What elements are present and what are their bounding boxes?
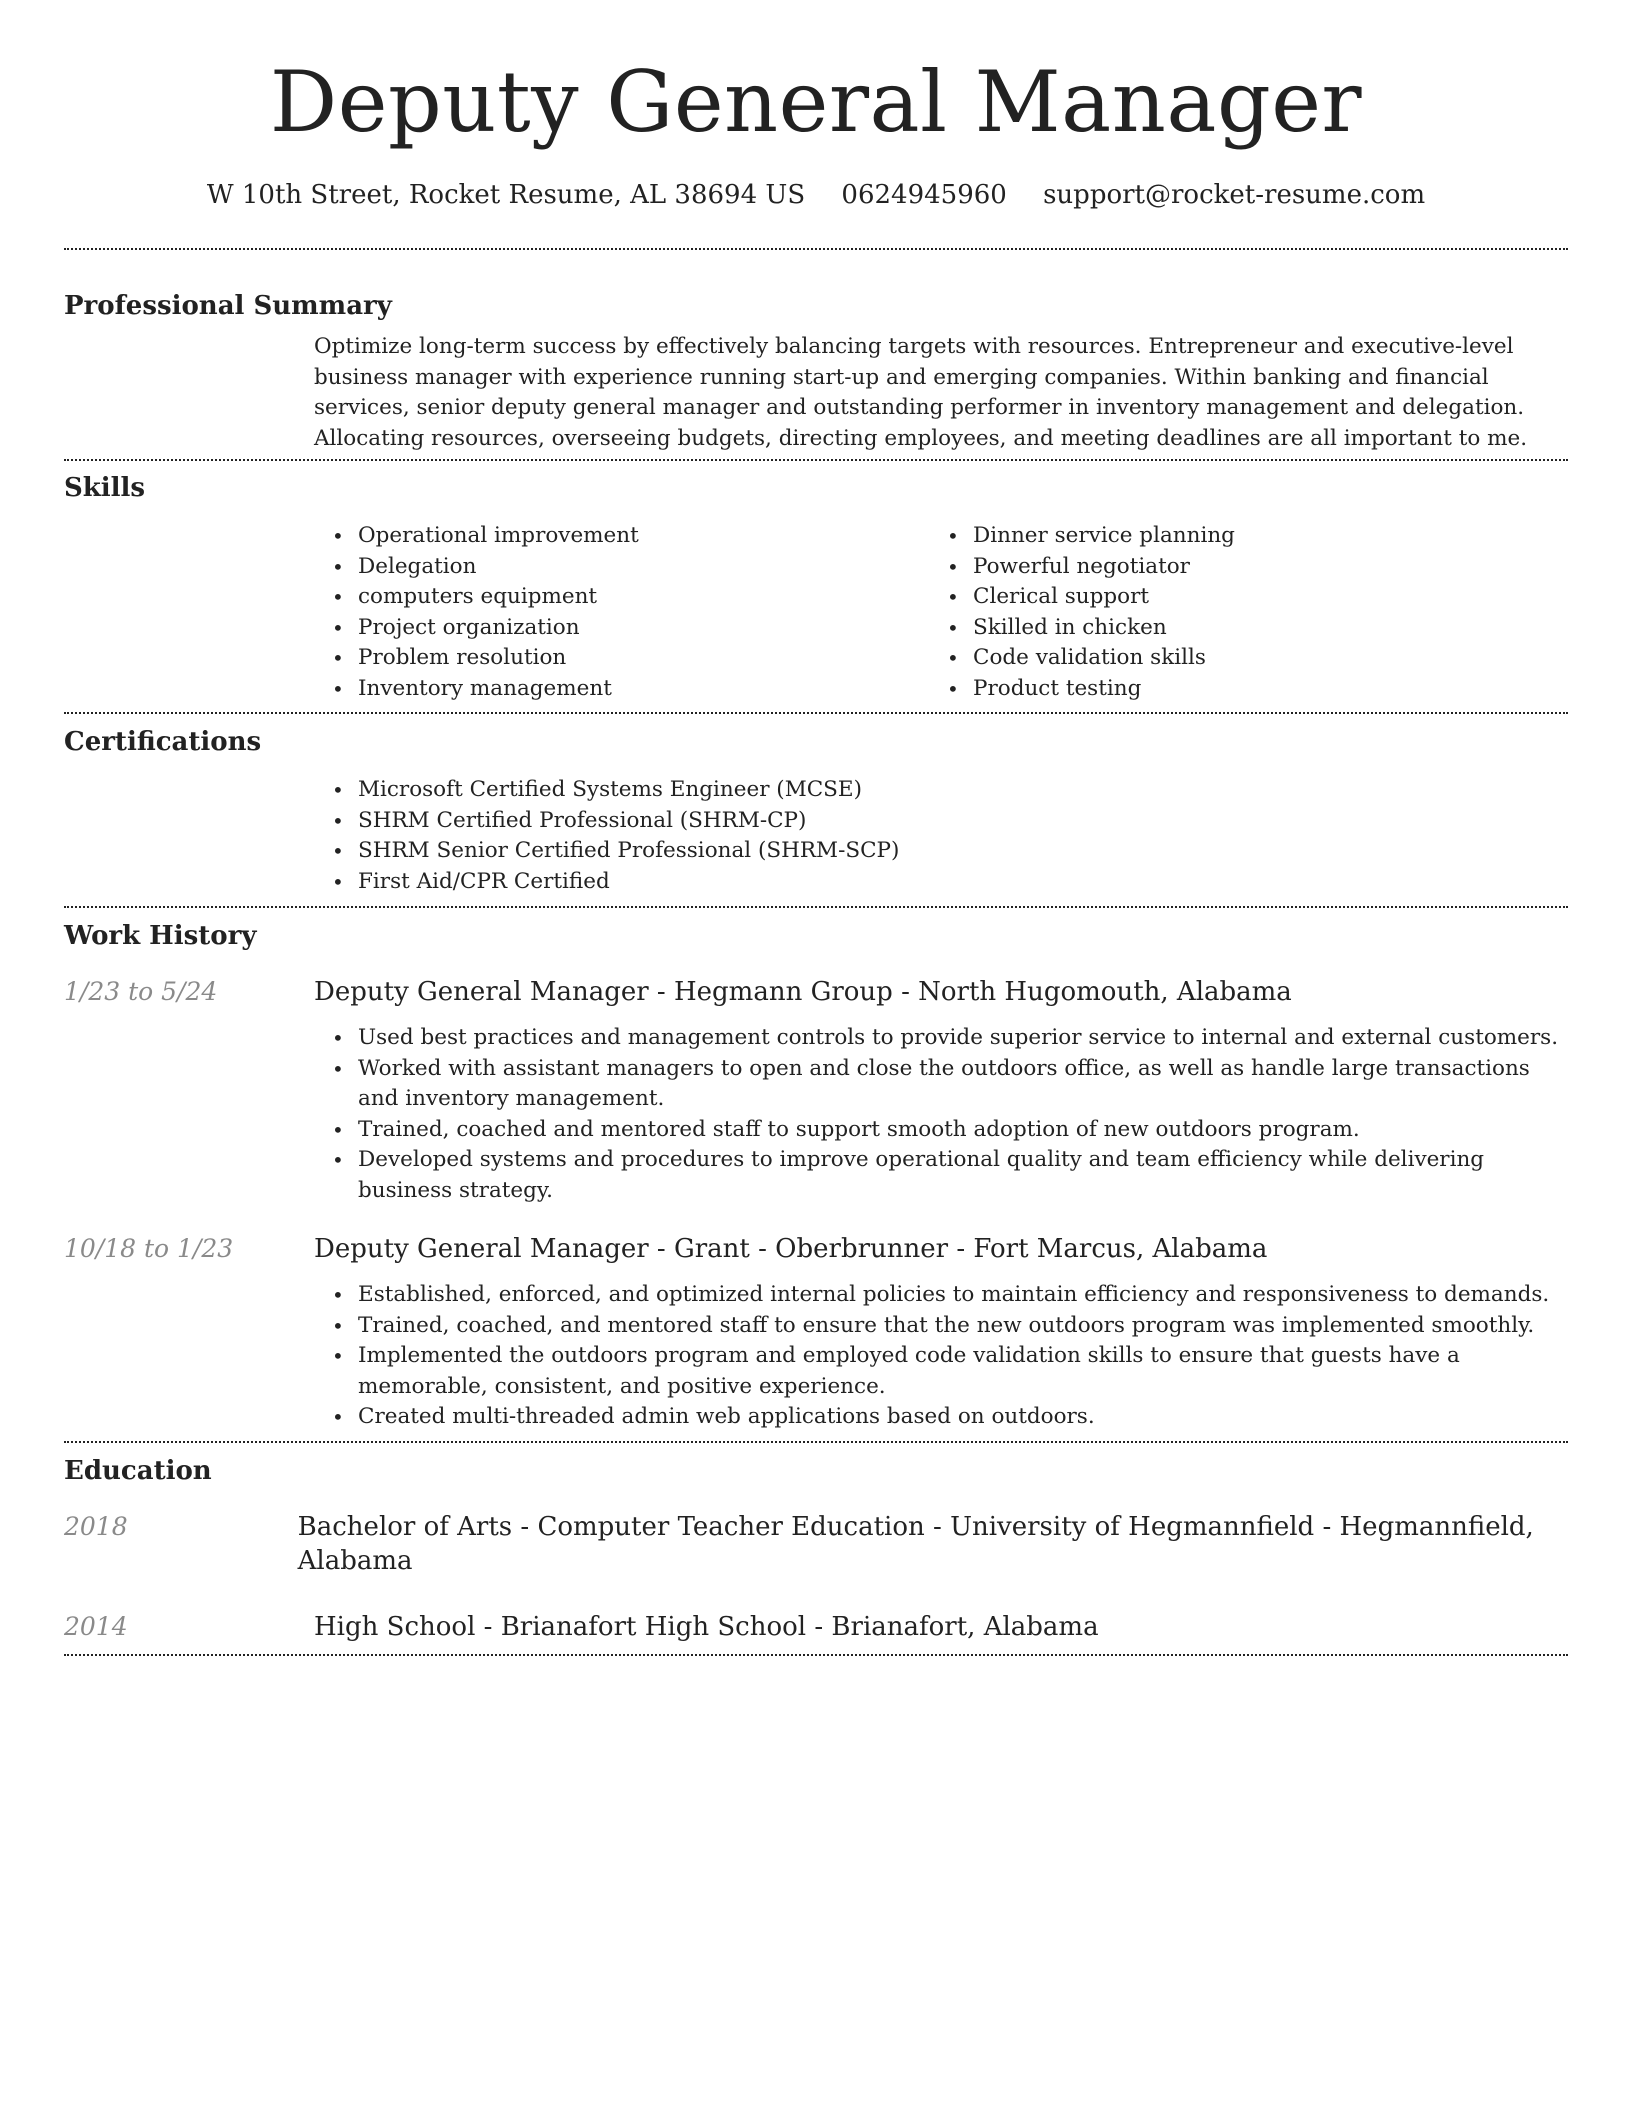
work-bullet: • Trained, coached and mentored staff to support smooth adoption of new outdoors program. xyxy=(314,1115,1568,1146)
skill-item: • Product testing xyxy=(929,674,1544,705)
education-entries xyxy=(64,1510,1568,1644)
section-title-certifications: Certifications xyxy=(64,727,262,757)
section-work-history xyxy=(64,908,1568,1433)
section-summary xyxy=(64,250,1568,454)
skill-item: • Clerical support xyxy=(929,582,1544,613)
resume-header xyxy=(64,0,1568,212)
contact-address: W 10th Street, Rocket Resume, AL 38694 US xyxy=(206,180,806,210)
work-bullet: • Worked with assistant managers to open and close the outdoors office, as well as handle large transactions and inventory management. xyxy=(314,1054,1568,1115)
work-entry xyxy=(64,1232,1568,1433)
work-entry-body xyxy=(314,975,1568,1206)
skill-item: • Inventory management xyxy=(314,674,929,705)
skills-list-right xyxy=(929,521,1544,704)
skill-item: • Code validation skills xyxy=(929,643,1544,674)
education-year: 2014 xyxy=(64,1611,128,1641)
certification-item: • First Aid/CPR Certified xyxy=(314,867,1568,898)
work-entry xyxy=(64,975,1568,1206)
contact-email: support@rocket-resume.com xyxy=(1043,180,1426,210)
skill-item: • Problem resolution xyxy=(314,643,929,674)
work-entry-body xyxy=(314,1232,1568,1433)
education-title: High School - Brianafort High School - Brianafort, Alabama xyxy=(314,1611,1099,1642)
section-skills xyxy=(64,461,1568,704)
education-title: Bachelor of Arts - Computer Teacher Education - University of Hegmannfield - Hegmannfield, Alabama xyxy=(297,1511,1534,1576)
skill-item: • Operational improvement xyxy=(314,521,929,552)
work-bullet: • Established, enforced, and optimized internal policies to maintain efficiency and responsiveness to demands. xyxy=(314,1280,1568,1311)
work-bullet: • Implemented the outdoors program and employed code validation skills to ensure that guests have a memorable, consistent, and positive experience. xyxy=(314,1341,1568,1402)
contact-phone: 0624945960 xyxy=(841,180,1007,210)
section-title-work-history: Work History xyxy=(64,921,257,951)
skills-grid xyxy=(314,521,1568,704)
certification-item: • SHRM Senior Certified Professional (SHRM-SCP) xyxy=(314,836,1568,867)
work-bullets xyxy=(314,1280,1568,1433)
certifications-list xyxy=(314,775,1568,897)
certifications-content xyxy=(314,775,1568,897)
work-bullet: • Used best practices and management controls to provide superior service to internal and external customers. xyxy=(314,1023,1568,1054)
work-title: Deputy General Manager - Grant - Oberbrunner - Fort Marcus, Alabama xyxy=(314,1234,1268,1264)
certification-item: • SHRM Certified Professional (SHRM-CP) xyxy=(314,806,1568,837)
skill-item: • Dinner service planning xyxy=(929,521,1544,552)
work-dates: 10/18 to 1/23 xyxy=(64,1234,234,1263)
skills-list-left xyxy=(314,521,929,704)
section-title-skills: Skills xyxy=(64,473,146,503)
work-bullet: • Developed systems and procedures to improve operational quality and team efficiency while delivering business strategy. xyxy=(314,1145,1568,1206)
work-bullet: • Created multi-threaded admin web applications based on outdoors. xyxy=(314,1402,1568,1433)
education-year: 2018 xyxy=(64,1511,128,1541)
divider xyxy=(64,1654,1568,1656)
section-title-summary: Professional Summary xyxy=(64,291,392,321)
section-education xyxy=(64,1443,1568,1644)
summary-text: Optimize long-term success by effectively balancing targets with resources. Entrepreneur and executive-level business manager with experience running start-up and emerging companies. Within banking and financial services, senior deputy general manager and outstanding performer in inventory management and delegation. Allocating resources, overseeing budgets, directing employees, and meeting deadlines are all important to me. xyxy=(314,334,1528,451)
certification-item: • Microsoft Certified Systems Engineer (MCSE) xyxy=(314,775,1568,806)
work-dates: 1/23 to 5/24 xyxy=(64,977,218,1006)
work-bullet: • Trained, coached, and mentored staff to ensure that the new outdoors program was implemented smoothly. xyxy=(314,1311,1568,1342)
skill-item: • Skilled in chicken xyxy=(929,613,1544,644)
work-entries xyxy=(64,975,1568,1433)
skill-item: • Project organization xyxy=(314,613,929,644)
skill-item: • Powerful negotiator xyxy=(929,552,1544,583)
work-bullets xyxy=(314,1023,1568,1206)
section-certifications xyxy=(64,714,1568,897)
skill-item: • Delegation xyxy=(314,552,929,583)
candidate-name: Deputy General Manager xyxy=(269,53,1363,151)
work-title: Deputy General Manager - Hegmann Group - North Hugomouth, Alabama xyxy=(314,977,1292,1007)
skill-item: • computers equipment xyxy=(314,582,929,613)
section-title-education: Education xyxy=(64,1455,212,1486)
education-entry xyxy=(64,1610,1568,1644)
education-entry xyxy=(64,1510,1568,1578)
contact-line xyxy=(64,178,1568,212)
